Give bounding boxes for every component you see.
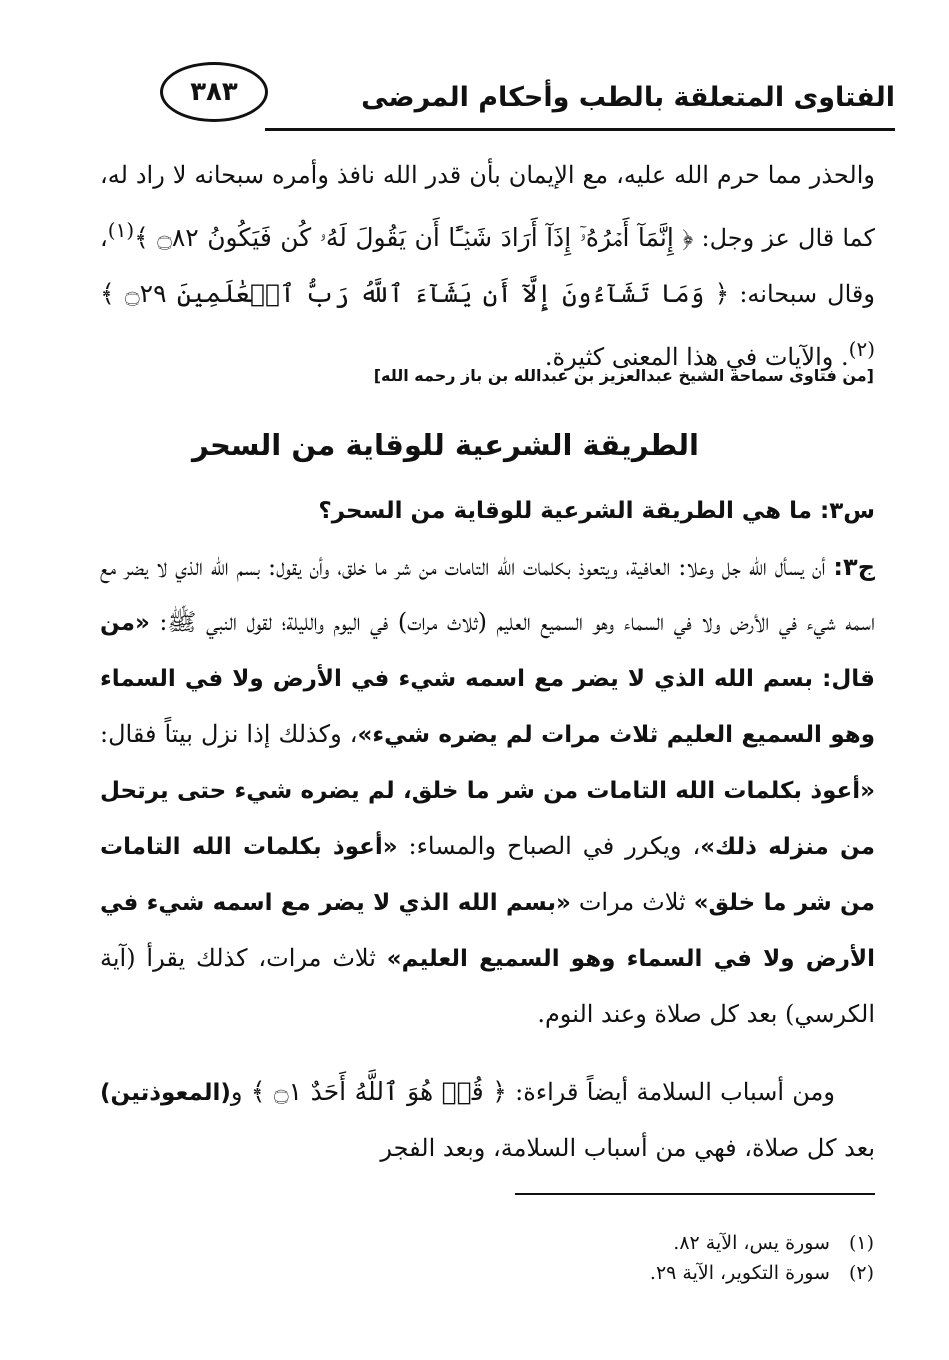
fatwa-source: [من فتاوى سماحة الشيخ عبدالعزيز بن عبدالله بن باز رحمه الله] bbox=[373, 366, 874, 385]
page-header bbox=[105, 62, 895, 140]
closing-text-1: ومن أسباب السلامة أيضاً قراءة: bbox=[506, 1078, 835, 1106]
closing-text-3: بعد كل صلاة، فهي من أسباب السلامة، وبعد الفجر bbox=[380, 1134, 875, 1162]
hadith-1: «من قال: بسم الله الذي لا يضر مع اسمه شيء في الأرض ولا في السماء وهو السميع العليم ثلاث مرات لم يضره شيء» bbox=[100, 610, 876, 748]
hadith-2: «أعوذ بكلمات الله التامات من شر ما خلق، لم يضره شيء حتى يرتحل من منزله ذلك» bbox=[100, 778, 875, 860]
answer-paragraph bbox=[100, 540, 875, 1042]
section-title: الطريقة الشرعية للوقاية من السحر bbox=[191, 428, 699, 462]
intro-text-2: ، وقال سبحانه: bbox=[100, 224, 875, 308]
muawwidhatayn: (المعوذتين) bbox=[100, 1080, 231, 1106]
closing-paragraph bbox=[100, 1064, 875, 1176]
answer-text-5: ثلاث مرات، كذلك يقرأ (آية الكرسي) بعد كل صلاة وعند النوم. bbox=[100, 944, 875, 1028]
header-divider bbox=[265, 128, 895, 131]
hadith-4: «بسم الله الذي لا يضر مع اسمه شيء في الأرض ولا في السماء وهو السميع العليم» bbox=[100, 890, 875, 972]
quran-verse-3: ﴿ قُلۡ هُوَ ٱللَّهُ أَحَدٌ ۝١ ﴾ bbox=[250, 1077, 507, 1106]
intro-text-1: والحذر مما حرم الله عليه، مع الإيمان بأن قدر الله نافذ وأمره سبحانه لا راد له، كما قال عز وجل: bbox=[100, 161, 875, 252]
footnote-text: سورة التكوير، الآية ٢٩. bbox=[649, 1262, 830, 1284]
closing-text-2: و bbox=[230, 1078, 251, 1106]
answer-text-4: ثلاث مرات bbox=[570, 888, 694, 916]
answer-text-2: ، وكذلك إذا نزل بيتاً فقال: bbox=[100, 720, 358, 748]
question-text: ما هي الطريقة الشرعية للوقاية من السحر؟ bbox=[318, 498, 812, 524]
question-label: س٣: bbox=[820, 498, 875, 524]
footnote-ref-1: (١) bbox=[107, 218, 135, 242]
quran-verse-1: ﴿ إِنَّمَآ أَمۡرُهُۥٓ إِذَآ أَرَادَ شَيۡـًٔا أَن يَقُولَ لَهُۥ كُن فَيَكُونُ ۝٨٢ ﴾ bbox=[134, 223, 694, 252]
intro-paragraph bbox=[100, 148, 875, 385]
footnote-number: (٢) bbox=[848, 1262, 874, 1284]
intro-text-3: . والآيات في هذا المعنى كثيرة. bbox=[544, 343, 849, 371]
footnote-ref-2: (٢) bbox=[848, 337, 875, 361]
footnotes bbox=[650, 1228, 874, 1288]
quran-verse-2: ﴿ وَمَا تَشَآءُونَ إِلَّآ أَن يَشَآءَ ٱللَّهُ رَبُّ ٱلۡعَٰلَمِينَ ۝٢٩ ﴾ bbox=[100, 279, 730, 308]
answer-text-1: أن يسأل الله جل وعلا: العافية، ويتعوذ بكلمات الله التامات من شر ما خلق، وأن يقول: بسم الله الذي لا يضر مع اسمه شيء في الأرض ولا في السماء وهو السميع العليم (ثلاث مرات) في اليوم والليلة؛ لقول النبي ﷺ: bbox=[100, 553, 875, 636]
footnote-number: (١) bbox=[848, 1232, 874, 1254]
book-title: الفتاوى المتعلقة بالطب وأحكام المرضى bbox=[361, 82, 895, 113]
answer-text-3: ، ويكرر في الصباح والمساء: bbox=[397, 832, 701, 860]
footnote-divider bbox=[515, 1193, 875, 1195]
answer-label: ج٣: bbox=[833, 553, 875, 581]
hadith-3: «أعوذ بكلمات الله التامات من شر ما خلق» bbox=[100, 834, 875, 916]
footnote-text: سورة يس، الآية ٨٢. bbox=[673, 1232, 830, 1254]
question-paragraph bbox=[100, 484, 875, 539]
page-number-badge bbox=[160, 62, 268, 122]
page-number: ٣٨٣ bbox=[190, 77, 238, 107]
footnote-item bbox=[650, 1228, 874, 1258]
footnote-item bbox=[650, 1258, 874, 1288]
